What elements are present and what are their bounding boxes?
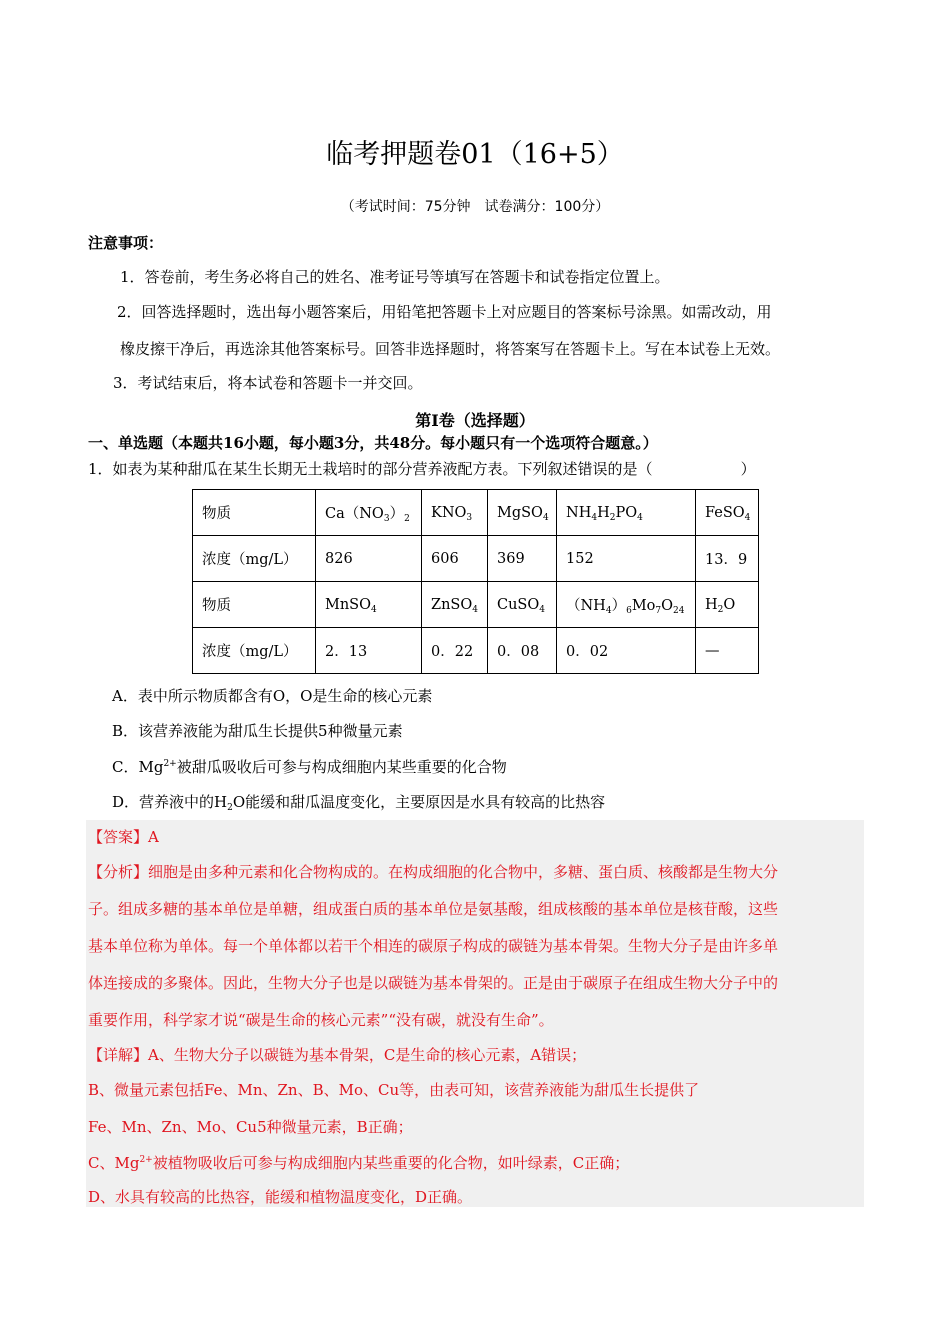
table-cell: — (696, 628, 759, 674)
detail-line-c (88, 1152, 629, 1173)
table-cell: 0．22 (422, 628, 488, 674)
notice-item-3: 3．考试结束后，将本试卷和答题卡一并交回。 (113, 374, 423, 392)
analysis-line-5: 重要作用，科学家才说“碳是生命的核心元素”“没有碳，就没有生命”。 (88, 1011, 554, 1029)
detail-line-b2: Fe、Mn、Zn、Mo、Cu5种微量元素，B正确； (88, 1118, 413, 1136)
option-c-sup: 2+ (163, 759, 177, 769)
table-cell: 826 (316, 536, 422, 582)
analysis-line-2: 子。组成多糖的基本单位是单糖，组成蛋白质的基本单位是氨基酸，组成核酸的基本单位是核苷酸，这些 (88, 900, 779, 918)
section-title: 第Ⅰ卷（选择题） (415, 411, 535, 430)
question-stem-end: ） (740, 460, 756, 478)
section-subtitle: 一、单选题（本题共16小题，每小题3分，共48分。每小题只有一个选项符合题意。） (88, 434, 658, 452)
question-stem-text: 1．如表为某种甜瓜在某生长期无土栽培时的部分营养液配方表。下列叙述错误的是（ (88, 460, 653, 478)
answer-tag: 【答案】 (88, 828, 149, 846)
answer-value: A (148, 828, 159, 846)
table-cell: 浓度（mg/L） (193, 628, 316, 674)
table-cell: 13．9 (696, 536, 759, 582)
table-cell: 152 (557, 536, 696, 582)
detail-line-b1: B、微量元素包括Fe、Mn、Zn、B、Mo、Cu等，由表可知，该营养液能为甜瓜生长提供了 (88, 1081, 700, 1099)
table-cell: MgSO$_4$ (488, 490, 557, 536)
table-cell: 606 (422, 536, 488, 582)
table-cell: ZnSO$_4$ (422, 582, 488, 628)
option-c (112, 756, 507, 777)
detail-a-text: A、生物大分子以碳链为基本骨架，C是生命的核心元素，A错误； (148, 1046, 587, 1064)
question-stem (88, 458, 756, 479)
analysis-tag: 【分析】 (88, 863, 149, 881)
detail-tag: 【详解】 (88, 1046, 149, 1064)
table-cell: 物质 (193, 490, 316, 536)
table-row (193, 536, 759, 582)
table-cell: $Ca(NO_3)_2$ (316, 490, 422, 536)
option-a: A．表中所示物质都含有O，O是生命的核心元素 (112, 687, 433, 705)
detail-c-post: 被植物吸收后可参与构成细胞内某些重要的化合物，如叶绿素，C正确； (152, 1154, 630, 1172)
detail-line-d: D、水具有较高的比热容，能缓和植物温度变化，D正确。 (88, 1188, 473, 1206)
page-title: 临考押题卷01（16+5） (326, 139, 624, 170)
table-cell: $H_2O$ (696, 582, 759, 628)
nutrient-table (192, 489, 759, 674)
detail-c-pre: C、Mg (88, 1154, 140, 1172)
table-cell: 2．13 (316, 628, 422, 674)
table-cell: 0．08 (488, 628, 557, 674)
option-c-post: 被甜瓜吸收后可参与构成细胞内某些重要的化合物 (176, 758, 507, 776)
table-cell: 0．02 (557, 628, 696, 674)
notice-item-2-line-1: 2．回答选择题时，选出每小题答案后，用铅笔把答题卡上对应题目的答案标号涂黑。如需改动，用 (117, 303, 772, 321)
detail-c-sup: 2+ (139, 1155, 153, 1165)
table-cell: 物质 (193, 582, 316, 628)
analysis-line-1 (88, 861, 778, 882)
option-c-pre: C．Mg (112, 758, 164, 776)
table-cell: CuSO$_4$ (488, 582, 557, 628)
table-cell: 浓度（mg/L） (193, 536, 316, 582)
table-row (193, 628, 759, 674)
exam-info: （考试时间：75分钟 试卷满分：100分） (340, 199, 610, 215)
analysis-line-3: 基本单位称为单体。每一个单体都以若干个相连的碳原子构成的碳链为基本骨架。生物大分子是由许多单 (88, 937, 779, 955)
table-row (193, 582, 759, 628)
option-d: D．营养液中的$H_2O$能缓和甜瓜温度变化，主要原因是水具有较高的比热容 (112, 793, 606, 813)
option-b: B．该营养液能为甜瓜生长提供5种微量元素 (112, 722, 403, 740)
notice-heading: 注意事项： (88, 234, 164, 252)
table-row (193, 490, 759, 536)
notice-item-2-line-2: 橡皮擦干净后，再选涂其他答案标号。回答非选择题时，将答案写在答题卡上。写在本试卷上无效。 (120, 340, 781, 358)
table-cell: $NH_4H_2PO_4$ (557, 490, 696, 536)
table-cell: $KNO_3$ (422, 490, 488, 536)
detail-line-a (88, 1044, 586, 1065)
analysis-text: 细胞是由多种元素和化合物构成的。在构成细胞的化合物中，多糖、蛋白质、核酸都是生物大分 (148, 863, 779, 881)
table-cell: $(NH_4)_6Mo_7O_{24}$ (557, 582, 696, 628)
notice-item-1: 1．答卷前，考生务必将自己的姓名、准考证号等填写在答题卡和试卷指定位置上。 (120, 268, 670, 286)
table-cell: 369 (488, 536, 557, 582)
answer-line (88, 826, 159, 847)
table-cell: MnSO$_4$ (316, 582, 422, 628)
table-cell: FeSO$_4$ (696, 490, 759, 536)
analysis-line-4: 体连接成的多聚体。因此，生物大分子也是以碳链为基本骨架的。正是由于碳原子在组成生物大分子中的 (88, 974, 779, 992)
